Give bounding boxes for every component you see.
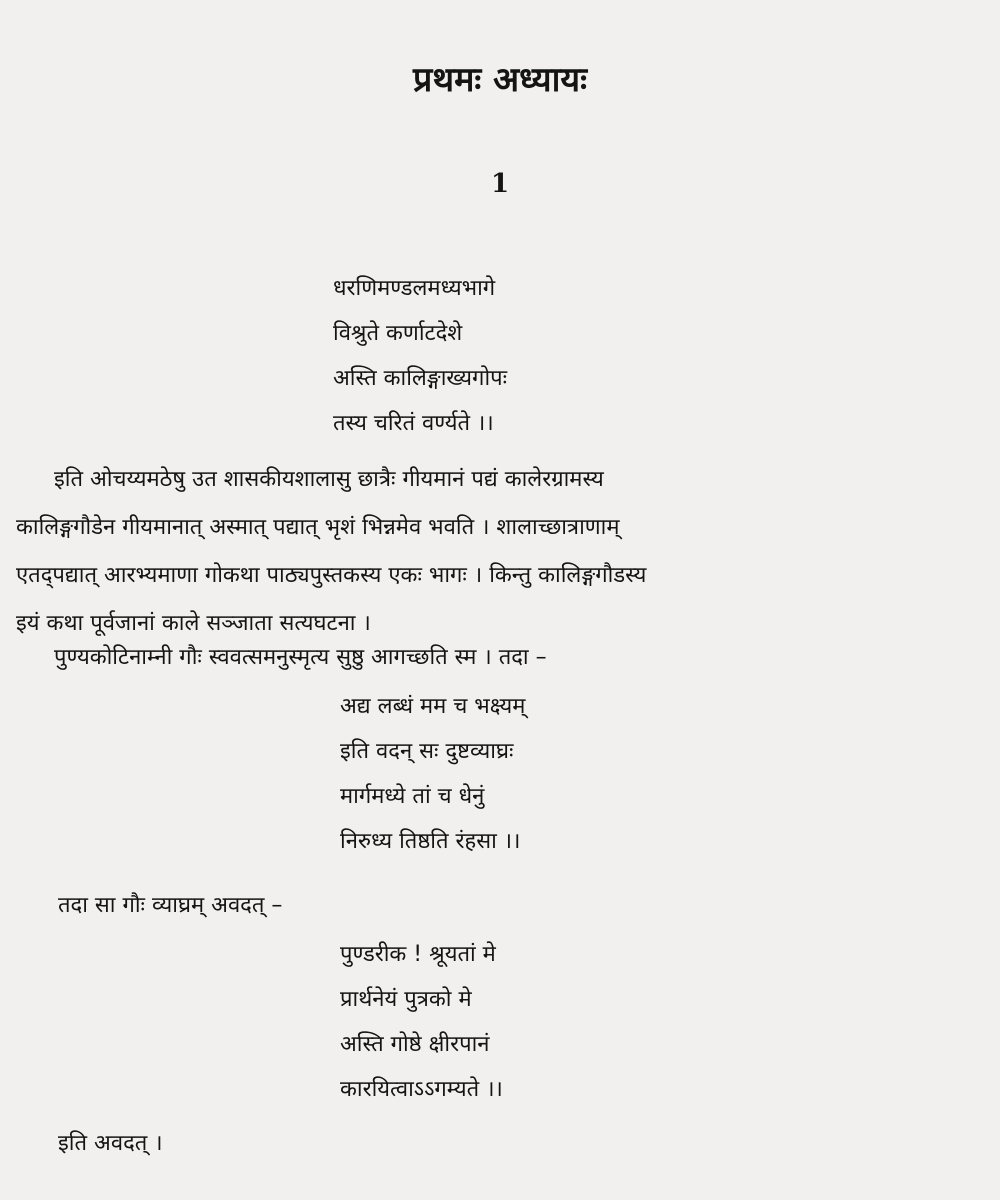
verse-line: मार्गमध्ये तां च धेनुं <box>340 784 485 809</box>
verse-line: विश्रुते कर्णाटदेशे <box>333 321 463 346</box>
verse-3 <box>340 932 503 1112</box>
paragraph-2 <box>54 634 547 682</box>
verse-line: कारयित्वाऽऽगम्यते ।। <box>340 1077 503 1102</box>
paragraph-line: इति ओचय्यमठेषु उत शासकीयशालासु छात्रैः गीयमानं पद्यं कालेरग्रामस्य <box>54 467 604 492</box>
verse-line: अस्ति कालिङ्गाख्यगोपः <box>333 366 508 391</box>
verse-line: पुण्डरीक ! श्रूयतां मे <box>340 942 496 967</box>
paragraph-line: एतद्पद्यात् आरभ्यमाणा गोकथा पाठ्यपुस्तकस्य एकः भागः । किन्तु कालिङ्गगौडस्य <box>16 563 647 588</box>
paragraph-line: इति अवदत् । <box>58 1131 163 1156</box>
verse-line: तस्य चरितं वर्ण्यते ।। <box>333 411 494 436</box>
verse-line: अस्ति गोष्ठे क्षीरपानं <box>340 1032 490 1057</box>
paragraph-line: तदा सा गौः व्याघ्रम् अवदत् – <box>58 893 283 918</box>
verse-line: निरुध्य तिष्ठति रंहसा ।। <box>340 829 521 854</box>
chapter-title: प्रथमः अध्यायः <box>413 60 587 100</box>
section-number: 1 <box>490 169 510 199</box>
verse-line: प्रार्थनेयं पुत्रको मे <box>340 987 472 1012</box>
verse-1 <box>333 266 507 446</box>
paragraph-line: इयं कथा पूर्वजानां काले सञ्जाता सत्यघटना । <box>16 611 371 636</box>
verse-line: अद्य लब्धं मम च भक्ष्यम् <box>340 694 526 719</box>
paragraph-1 <box>16 456 906 648</box>
verse-line: इति वदन् सः दुष्टव्याघ्रः <box>340 739 514 764</box>
paragraph-line: पुण्यकोटिनाम्नी गौः स्ववत्समनुस्मृत्य सुष्ठु आगच्छति स्म । तदा – <box>54 645 547 670</box>
paragraph-4 <box>58 1120 163 1168</box>
verse-2 <box>340 684 525 864</box>
paragraph-3 <box>58 882 282 930</box>
verse-line: धरणिमण्डलमध्यभागे <box>333 276 496 301</box>
paragraph-line: कालिङ्गगौडेन गीयमानात् अस्मात् पद्यात् भृशं भिन्नमेव भवति । शालाच्छात्राणाम् <box>16 515 620 540</box>
